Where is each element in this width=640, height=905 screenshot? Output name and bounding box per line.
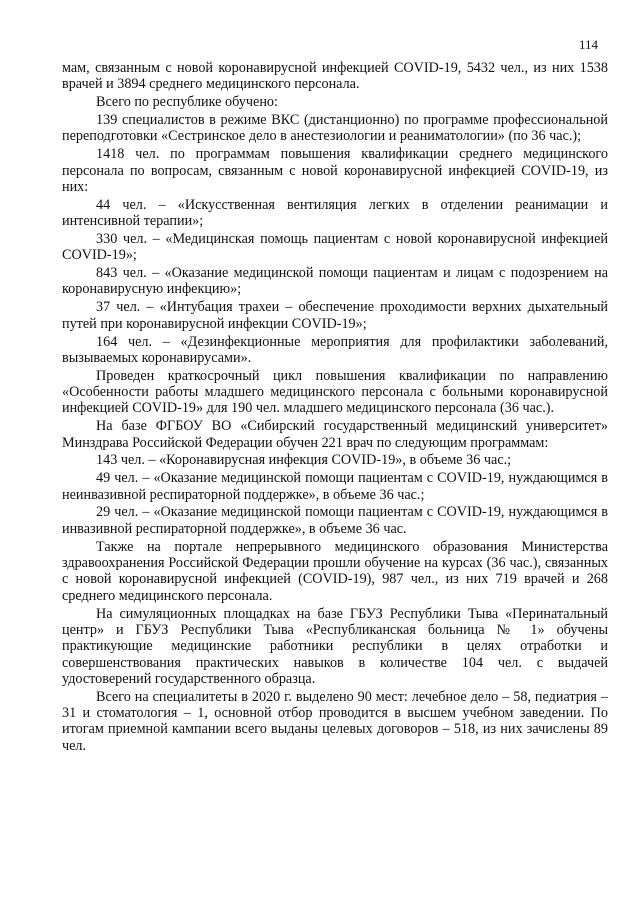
document-body bbox=[62, 60, 608, 756]
paragraph-9: 164 чел. – «Дезинфекционные мероприятия для профилактики заболеваний, вызываемых коронавирусами». bbox=[62, 333, 608, 366]
paragraph-15: Также на портале непрерывного медицинского образования Министерства здравоохранения Российской Федерации прошли обучение на курсах (36 час.), связанных с новой коронавирусной инфекцией (COVID-19), 987 чел., из них 719 врачей и 268 среднего медицинского персонала. bbox=[62, 538, 608, 604]
paragraph-1: мам, связанным с новой коронавирусной инфекцией COVID-19, 5432 чел., из них 1538 врачей и 3894 среднего медицинского персонала. bbox=[62, 60, 608, 93]
paragraph-17: Всего на специалитеты в 2020 г. выделено 90 мест: лечебное дело – 58, педиатрия – 31 и стоматология – 1, основной отбор проводится в высшем учебном заведении. По итогам приемной кампании всего выданы целевых договоров – 518, из них зачислены 89 чел. bbox=[62, 688, 608, 754]
page-number: 114 bbox=[578, 37, 598, 52]
paragraph-6: 330 чел. – «Медицинская помощь пациентам с новой коронавирусной инфекцией COVID-19»; bbox=[62, 230, 608, 264]
paragraph-4: 1418 чел. по программам повышения квалификации среднего медицинского персонала по вопросам, связанным с новой коронавирусной инфекцией COVID-19, из них: bbox=[62, 146, 608, 195]
paragraph-12: 143 чел. – «Коронавирусная инфекция COVID-19», в объеме 36 час.; bbox=[96, 452, 512, 469]
paragraph-2: Всего по республике обучено: bbox=[96, 94, 278, 111]
paragraph-13: 49 чел. – «Оказание медицинской помощи пациентам с COVID-19, нуждающимся в неинвазивной респираторной поддержке», в объеме 36 час.; bbox=[62, 470, 608, 503]
paragraph-5: 44 чел. – «Искусственная вентиляция легких в отделении реанимации и интенсивной терапии»; bbox=[62, 196, 608, 230]
paragraph-10: Проведен краткосрочный цикл повышения квалификации по направлению «Особенности работы младшего медицинского персонала с больными коронавирусной инфекцией COVID-19» для 190 чел. младшего медицинского персонала (36 час.). bbox=[62, 367, 608, 417]
paragraph-11: На базе ФГБОУ ВО «Сибирский государственный медицинский университет» Минздрава Российской Федерации обучен 221 врач по следующим программам: bbox=[62, 418, 608, 451]
paragraph-3: 139 специалистов в режиме ВКС (дистанционно) по программе профессиональной переподготовки «Сестринское дело в анестезиологии и реаниматологии» (по 36 час.); bbox=[62, 112, 608, 145]
paragraph-7: 843 чел. – «Оказание медицинской помощи пациентам и лицам с подозрением на коронавирусную инфекцию»; bbox=[62, 265, 608, 298]
paragraph-8: 37 чел. – «Интубация трахеи – обеспечение проходимости верхних дыхательный путей при коронавирусной инфекции COVID-19»; bbox=[62, 299, 608, 332]
paragraph-14: 29 чел. – «Оказание медицинской помощи пациентам с COVID-19, нуждающимся в инвазивной респираторной поддержке», в объеме 36 час. bbox=[62, 504, 608, 537]
paragraph-16: На симуляционных площадках на базе ГБУЗ Республики Тыва «Перинатальный центр» и ГБУЗ Республики Тыва «Республиканская больница № 1» обучены практикующие медицинские работники республики в целях отработки и совершенствования практических навыков в количестве 104 чел. с выдачей удостоверений государственного образца. bbox=[62, 605, 608, 687]
